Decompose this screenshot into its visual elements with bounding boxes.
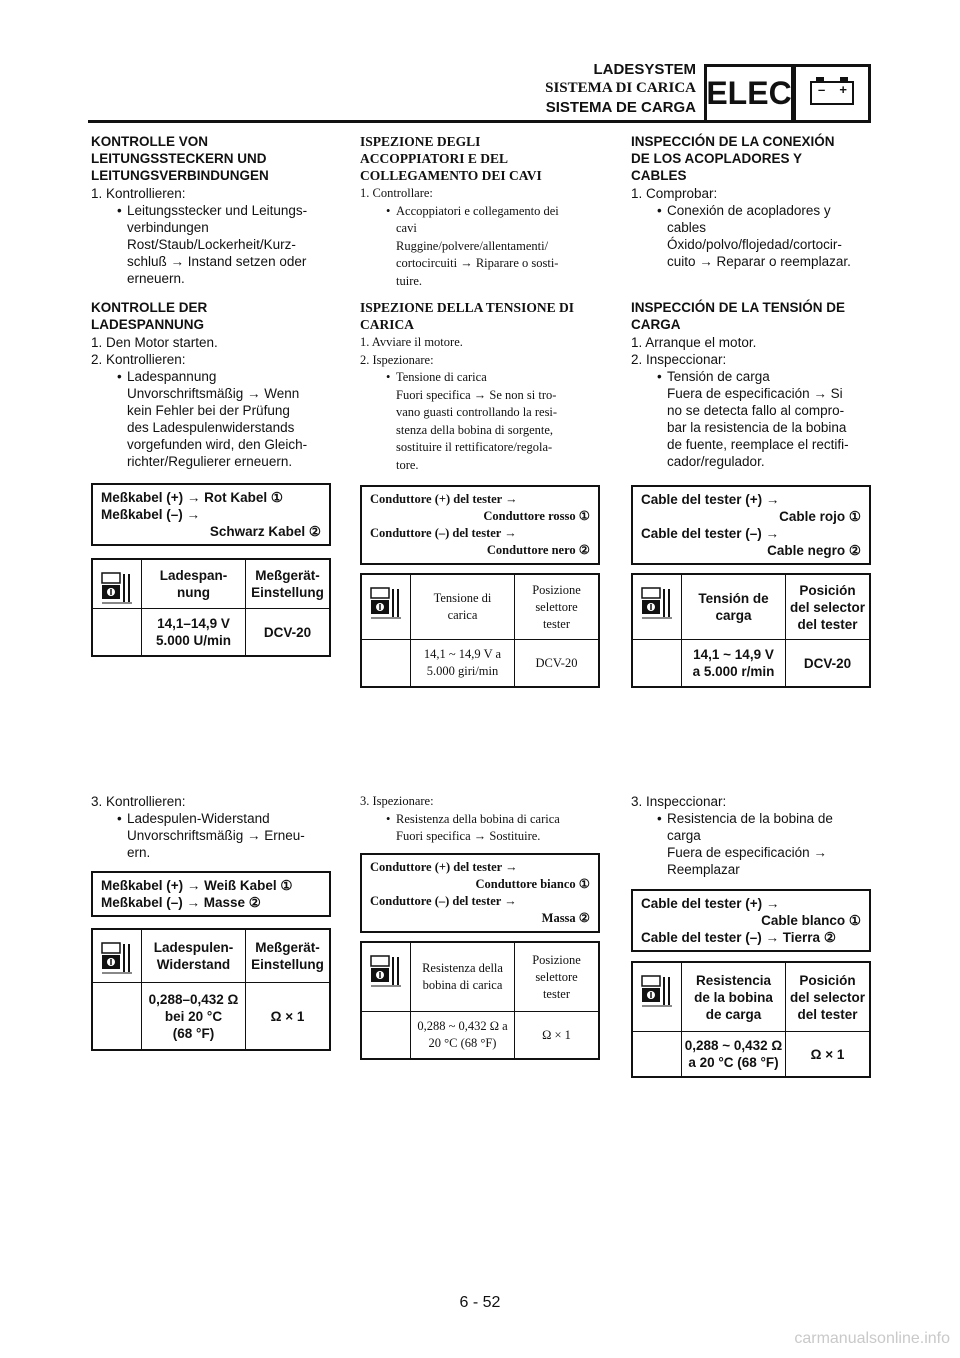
it-s1-line: Ruggine/polvere/allentamenti/ [396, 238, 549, 253]
es-s2-heading: INSPECCIÓN DE LA TENSIÓN DE CARGA [631, 300, 846, 332]
de-s1-heading: KONTROLLE VON LEITUNGSSTECKERN UND LEITUNGSVERBINDUNGEN [91, 134, 269, 183]
es-section-connectors [631, 133, 871, 270]
es-s2-lead4: Cable negro ② [767, 543, 861, 558]
es-s2-line: bar la resistencia de la bobina [667, 420, 847, 435]
es-s1-line: Óxido/polvo/flojedad/cortocir- [667, 237, 842, 252]
multimeter-icon [362, 943, 411, 1011]
de-s1-line: erneuern. [127, 271, 185, 286]
de-s3-lead-box [91, 871, 331, 917]
es-s2-line: no se detecta fallo al compro- [667, 403, 845, 418]
it-s2-line: sostituire il rettificatore/regola- [396, 440, 553, 454]
es-s2-lead3: Cable del tester (–) → [641, 526, 780, 541]
es-s3-bullet: • Resistencia de la bobina de [657, 811, 833, 826]
it-s3-lead4: Massa ② [541, 911, 590, 925]
watermark: carmanualsonline.info [794, 1330, 950, 1347]
it-s2-val-a: 14,1 ~ 14,9 V a 5.000 giri/min [411, 640, 515, 686]
de-s2-line: vorgefunden wird, den Gleich- [127, 437, 308, 452]
de-s2-col-a: Ladespan- nung [142, 560, 246, 608]
es-s2-line: de fuente, reemplace el rectifi- [667, 437, 849, 452]
de-s2-spec-table [91, 558, 331, 657]
it-s2-step1: 1. Avviare il motore. [360, 335, 463, 349]
it-section-coil [360, 793, 600, 846]
it-s3-lead2: Conduttore bianco ① [475, 877, 590, 891]
battery-minus: – [818, 82, 826, 97]
it-s2-step2: 2. Ispezionare: [360, 352, 434, 367]
de-s1-line: Rost/Staub/Lockerheit/Kurz- [127, 237, 296, 252]
es-s3-val-b: Ω × 1 [810, 1046, 845, 1062]
battery-plus: + [839, 82, 847, 97]
it-s3-val-a: 0,288 ~ 0,432 Ω a 20 °C (68 °F) [411, 1012, 515, 1058]
es-s2-col-a: Tensión de carga [682, 575, 786, 639]
it-s3-line: Fuori specifica → Sostituire. [396, 829, 541, 843]
es-section-voltage [631, 299, 871, 470]
it-s3-val-b: Ω × 1 [542, 1027, 571, 1042]
it-s3-lead3: Conduttore (–) del tester → [370, 894, 517, 908]
it-s2-line: tore. [396, 457, 419, 472]
battery-icon-box [793, 64, 871, 120]
de-s2-line: richter/Regulierer erneuern. [127, 454, 293, 469]
es-s2-line: Fuera de especificación → Si [667, 386, 843, 401]
page-number: 6 - 52 [459, 1294, 501, 1311]
de-s3-bullet: • Ladespulen-Widerstand [117, 811, 270, 826]
es-s2-line: cador/regulador. [667, 454, 765, 469]
it-s3-step3: 3. Ispezionare: [360, 794, 434, 808]
title-it: SISTEMA DI CARICA [545, 80, 696, 96]
de-s2-step1: 1. Den Motor starten. [91, 335, 218, 350]
it-s2-line: stenza della bobina di sorgente, [396, 422, 554, 437]
es-s3-step3: 3. Inspeccionar: [631, 794, 727, 809]
de-s3-val-b: Ω × 1 [270, 1008, 305, 1024]
de-s3-val-a: 0,288–0,432 Ω bei 20 °C (68 °F) [142, 983, 246, 1049]
es-section-coil [631, 793, 871, 878]
it-s1-bullet: • Accoppiatori e collegamento dei [386, 203, 559, 218]
de-s2-val-a: 14,1–14,9 V 5.000 U/min [142, 609, 246, 655]
de-s1-line: schluß → Instand setzen oder [127, 254, 307, 269]
it-s2-line: Fuori specifica → Se non si tro- [396, 387, 557, 402]
es-s3-col-a: Resistencia de la bobina de carga [682, 963, 786, 1031]
it-s2-bullet: • Tensione di carica [386, 370, 487, 384]
de-s2-step2: 2. Kontrollieren: [91, 352, 186, 367]
it-s2-val-b: DCV-20 [535, 655, 578, 670]
it-s2-col-b: Posizione selettore tester [532, 582, 581, 631]
de-s2-lead-box [91, 483, 331, 546]
section-code-box [704, 64, 794, 120]
de-s3-lead2: Meßkabel (–) → Masse ② [101, 895, 261, 910]
it-s2-line: vano guasti controllando la resi- [396, 405, 558, 419]
es-s3-lead1: Cable del tester (+) → [641, 896, 780, 911]
es-s3-col-b: Posición del selector del tester [789, 972, 866, 1022]
es-s1-step1: 1. Comprobar: [631, 186, 718, 201]
de-s3-lead1: Meßkabel (+) → Weiß Kabel ① [101, 878, 293, 893]
de-s2-line: des Ladespulenwiderstands [127, 420, 295, 435]
de-section-coil [91, 793, 331, 861]
es-s2-lead1: Cable del tester (+) → [641, 492, 780, 507]
it-s2-lead2: Conduttore rosso ① [483, 509, 590, 523]
it-s1-step1: 1. Controllare: [360, 186, 433, 200]
de-s1-line: verbindungen [127, 220, 209, 235]
de-s2-bullet: • Ladespannung [117, 369, 217, 384]
it-s1-line: tuire. [396, 273, 423, 288]
it-s1-line: cortocircuiti → Riparare o sosti- [396, 256, 559, 270]
it-s2-lead4: Conduttore nero ② [486, 543, 590, 557]
de-s2-lead3: Schwarz Kabel ② [209, 524, 321, 539]
de-s2-col-b: Meßgerät- Einstellung [251, 568, 324, 600]
es-s3-val-a: 0,288 ~ 0,432 Ω a 20 °C (68 °F) [682, 1032, 786, 1076]
it-s2-col-a: Tensione di carica [411, 575, 515, 639]
de-s3-spec-table [91, 928, 331, 1051]
es-s1-line: cables [667, 220, 707, 235]
de-section-voltage [91, 299, 331, 470]
multimeter-icon [93, 930, 142, 982]
de-s2-line: kein Fehler bei der Prüfung [127, 403, 290, 418]
es-s2-step1: 1. Arranque el motor. [631, 335, 757, 350]
it-s2-lead3: Conduttore (–) del tester → [370, 526, 517, 540]
es-s3-lead3: Cable del tester (–) → Tierra ② [641, 930, 836, 945]
title-de: LADESYSTEM [593, 61, 696, 78]
de-s1-step1: 1. Kontrollieren: [91, 186, 186, 201]
it-s1-heading: ISPEZIONE DEGLI ACCOPPIATORI E DEL COLLEGAMENTO DEI CAVI [360, 134, 542, 183]
de-s3-line: Unvorschriftsmäßig → Erneu- [127, 828, 305, 843]
multimeter-icon [633, 963, 682, 1031]
it-s2-lead1: Conduttore (+) del tester → [370, 492, 518, 506]
es-s3-line: Fuera de especificación → [667, 845, 827, 860]
es-s2-lead-box [631, 485, 871, 565]
es-s1-line: cuito → Reparar o reemplazar. [667, 254, 851, 269]
es-s3-spec-table [631, 961, 871, 1078]
de-s2-lead2: Meßkabel (–) → [101, 507, 201, 522]
es-s2-spec-table [631, 573, 871, 688]
it-s3-lead1: Conduttore (+) del tester → [370, 860, 518, 874]
es-s2-bullet: • Tensión de carga [657, 369, 770, 384]
multimeter-icon [93, 560, 142, 608]
it-s1-line: cavi [396, 221, 417, 235]
de-s3-col-b: Meßgerät- Einstellung [251, 940, 324, 972]
de-s3-col-a: Ladespulen- Widerstand [142, 930, 246, 982]
es-s3-lead2: Cable blanco ① [761, 913, 861, 928]
it-s3-col-b: Posizione selettore tester [532, 952, 581, 1001]
it-s3-lead-box [360, 853, 600, 933]
it-s2-spec-table [360, 573, 600, 688]
de-s2-line: Unvorschriftsmäßig → Wenn [127, 386, 300, 401]
es-s1-bullet: • Conexión de acopladores y [657, 203, 831, 218]
it-s3-bullet: • Resistenza della bobina di carica [386, 811, 560, 826]
de-s3-step3: 3. Kontrollieren: [91, 794, 186, 809]
de-section-connectors [91, 133, 331, 287]
section-code: ELEC [706, 75, 792, 111]
es-s2-lead2: Cable rojo ① [779, 509, 861, 524]
multimeter-icon [633, 575, 682, 639]
es-s3-line: carga [667, 828, 701, 843]
es-s3-line: Reemplazar [667, 862, 740, 877]
header-titles [500, 60, 696, 117]
it-s3-spec-table [360, 941, 600, 1060]
de-s3-line: ern. [127, 845, 151, 860]
it-section-voltage [360, 299, 600, 474]
es-s2-col-b: Posición del selector del tester [789, 582, 866, 632]
de-s2-heading: KONTROLLE DER LADESPANNUNG [91, 300, 208, 332]
es-s2-val-a: 14,1 ~ 14,9 V a 5.000 r/min [682, 640, 786, 686]
de-s2-val-b: DCV-20 [263, 624, 312, 640]
de-s1-bullet: • Leitungsstecker und Leitungs- [117, 203, 308, 218]
es-s3-lead-box [631, 889, 871, 952]
title-es: SISTEMA DE CARGA [545, 99, 696, 116]
it-s2-heading: ISPEZIONE DELLA TENSIONE DI CARICA [360, 300, 574, 332]
es-s1-heading: INSPECCIÓN DE LA CONEXIÓN DE LOS ACOPLADORES Y CABLES [631, 134, 835, 183]
de-s2-lead1: Meßkabel (+) → Rot Kabel ① [101, 490, 284, 505]
es-s2-step2: 2. Inspeccionar: [631, 352, 727, 367]
battery-icon [810, 81, 854, 105]
header-rule [88, 120, 871, 123]
it-s2-lead-box [360, 485, 600, 565]
it-s3-col-a: Resistenza della bobina di carica [411, 943, 515, 1011]
it-section-connectors [360, 133, 600, 290]
es-s2-val-b: DCV-20 [803, 655, 852, 671]
multimeter-icon [362, 575, 411, 639]
